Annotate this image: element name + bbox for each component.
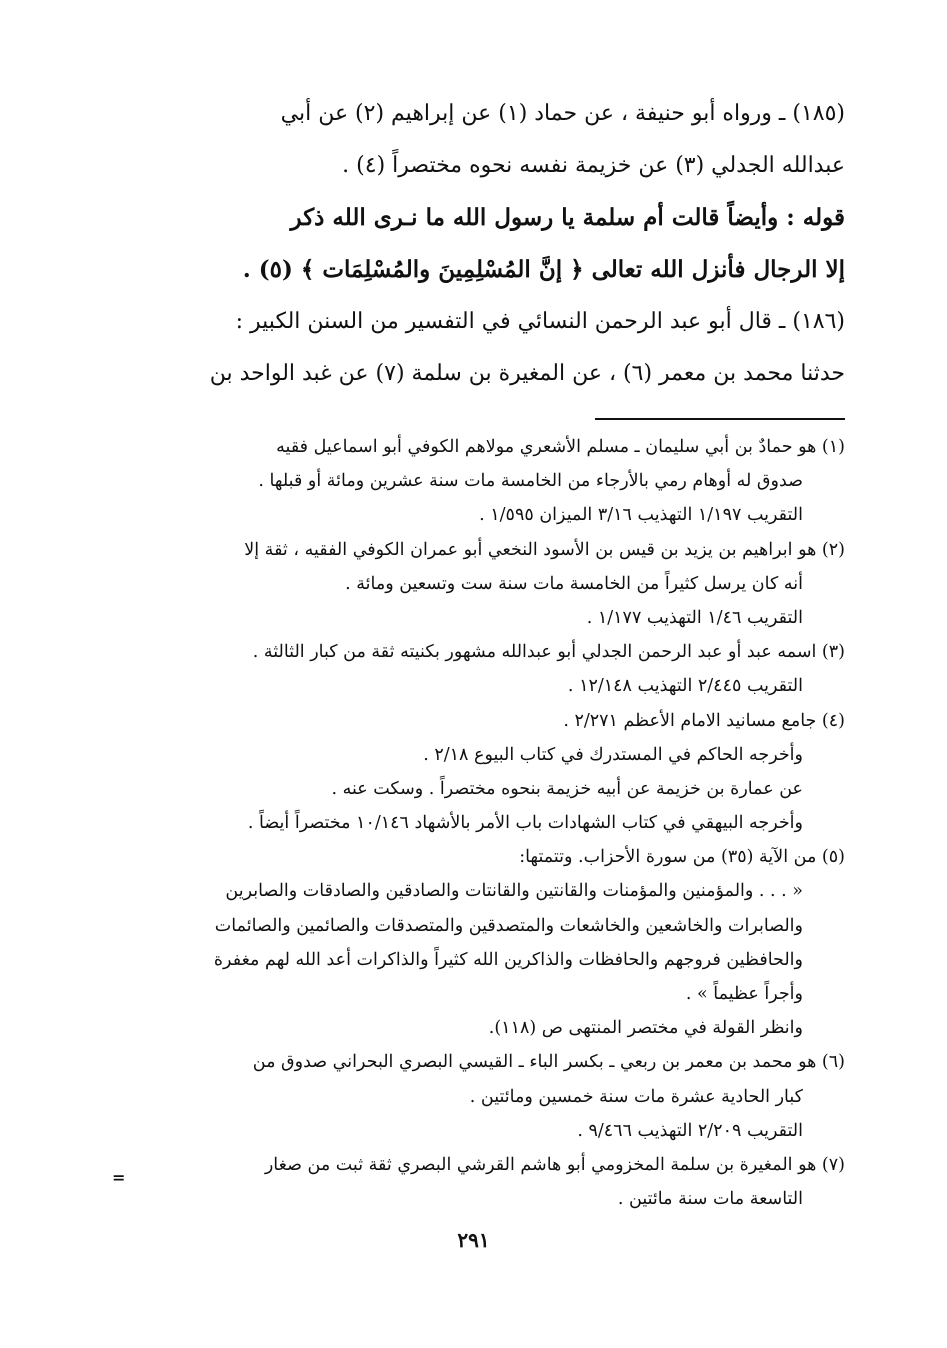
- footnote-line: « . . . والمؤمنين والمؤمنات والقانتين والقانتات والصادقين والصادقات والصابرين: [225, 881, 803, 902]
- footnote-line: صدوق له أوهام رمي بالأرجاء من الخامسة مات سنة عشرين ومائة أو قبلها .: [258, 471, 803, 492]
- footnote-line: أنه كان يرسل كثيراً من الخامسة مات سنة ست وتسعين ومائة .: [345, 573, 803, 594]
- page-number: ٢٩١: [457, 1228, 490, 1252]
- footnote-line: التقريب ١/٤٦ التهذيب ١/١٧٧ .: [586, 607, 803, 628]
- main-text-line: حدثنا محمد بن معمر (٦) ، عن المغيرة بن سلمة (٧) عن غبد الواحد بن: [209, 361, 845, 386]
- main-text-line: (١٨٥) ـ ورواه أبو حنيفة ، عن حماد (١) عن إبراهيم (٢) عن أبي: [280, 101, 845, 126]
- footnote-line: (٧) هو المغيرة بن سلمة المخزومي أبو هاشم القرشي البصري ثقة ثبت من صغار: [264, 1154, 845, 1175]
- footnote-divider: [595, 418, 845, 420]
- footnote-line: والحافظين فروجهم والحافظات والذاكرين الله كثيراً والذاكرات أعد الله لهم مغفرة: [213, 949, 803, 970]
- footnote-line: وأجراً عظيماً » .: [685, 984, 803, 1004]
- main-text-line: (١٨٦) ـ قال أبو عبد الرحمن النسائي في التفسير من السنن الكبير :: [235, 309, 845, 334]
- footnote-line: (١) هو حمادٌ بن أبي سليمان ـ مسلم الأشعري مولاهم الكوفي أبو اسماعيل فقيه: [276, 437, 845, 457]
- footnote-line: التقريب ٢/٢٠٩ التهذيب ٩/٤٦٦ .: [577, 1120, 803, 1141]
- footnote-line: التقريب ٢/٤٤٥ التهذيب ١٢/١٤٨ .: [567, 676, 803, 697]
- main-text-line: عبدالله الجدلي (٣) عن خزيمة نفسه نحوه مختصراً (٤) .: [342, 153, 845, 178]
- footnote-line: وانظر القولة في مختصر المنتهى ص (١١٨).: [488, 1018, 803, 1039]
- footnote-line: التقريب ١/١٩٧ التهذيب ٣/١٦ الميزان ١/٥٩٥ .: [479, 505, 803, 526]
- footnote-line: كبار الحادية عشرة مات سنة خمسين ومائتين .: [469, 1086, 803, 1107]
- footnote-line: (٤) جامع مسانيد الامام الأعظم ٢/٢٧١ .: [563, 710, 845, 731]
- footnote-line: وأخرجه البيهقي في كتاب الشهادات باب الأمر بالأشهاد ١٠/١٤٦ مختصراً أيضاً .: [247, 813, 803, 834]
- footnote-line: التاسعة مات سنة مائتين .: [617, 1189, 803, 1210]
- margin-continuation-mark: =: [112, 1168, 126, 1187]
- footnote-line: وأخرجه الحاكم في المستدرك في كتاب البيوع ٢/١٨ .: [423, 744, 803, 765]
- footnote-line: (٣) اسمه عبد أو عبد الرحمن الجدلي أبو عبدالله مشهور بكنيته ثقة من كبار الثالثة .: [252, 642, 845, 663]
- footnote-line: (٢) هو ابراهيم بن يزيد بن قيس بن الأسود النخعي أبو عمران الكوفي الفقيه ، ثقة إلا: [244, 539, 845, 560]
- quoted-heading-line: إلا الرجال فأنزل الله تعالى ﴿ إنَّ المُسْلِمِينَ والمُسْلِمَات ﴾ (٥) .: [242, 256, 845, 283]
- footnote-line: عن عمارة بن خزيمة عن أبيه خزيمة بنحوه مختصراً . وسكت عنه .: [331, 778, 803, 799]
- footnote-line: (٥) من الآية (٣٥) من سورة الأحزاب. وتتمتها:: [519, 847, 845, 868]
- footnote-line: والصابرات والخاشعين والخاشعات والمتصدقين والمتصدقات والصائمين والصائمات: [214, 915, 803, 936]
- quoted-heading-line: قوله : وأيضاً قالت أم سلمة يا رسول الله ما نـرى الله ذكر: [290, 204, 845, 231]
- footnote-line: (٦) هو محمد بن معمر بن ربعي ـ بكسر الباء ـ القيسي البصري البحراني صدوق من: [252, 1052, 845, 1073]
- footnotes-section: [135, 430, 845, 1216]
- page-body: [135, 88, 845, 1216]
